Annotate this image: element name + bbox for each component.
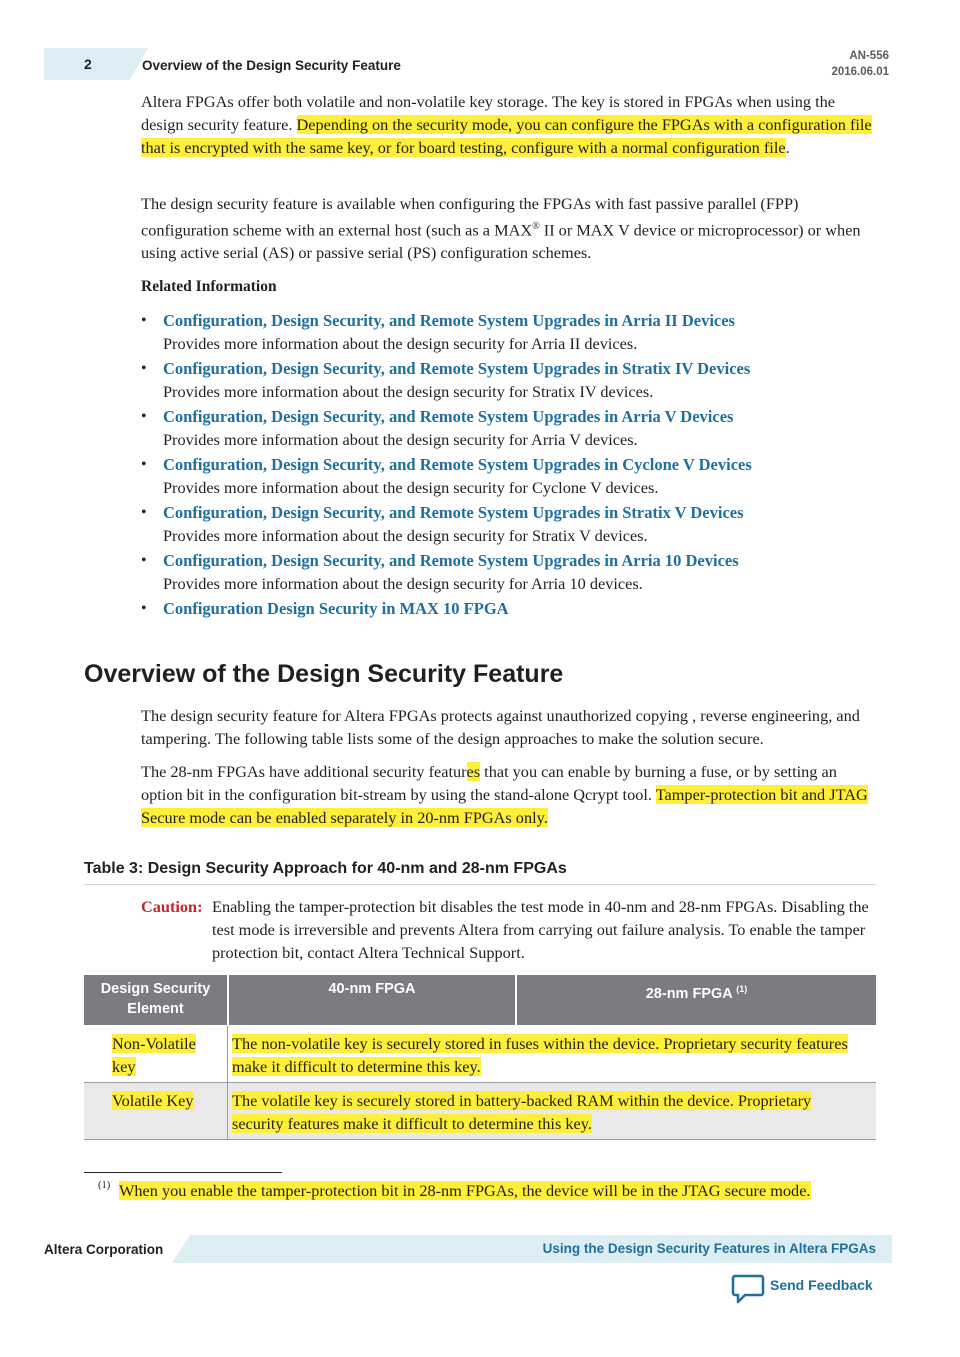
table-row	[84, 1026, 876, 1083]
footnote-text	[119, 1179, 811, 1202]
intro-p2-a: The design security feature is available when configuring the FPGAs with fast passive parallel (FPP) configuration scheme with an external host (such as a MAX	[141, 194, 799, 240]
send-feedback-link[interactable]: Send Feedback	[770, 1277, 873, 1293]
section-p2-hl-small: es	[466, 762, 481, 781]
caution-text: Enabling the tamper-protection bit disables the test mode in 40-nm and 28-nm FPGAs. Disabling the test mode is irreversible and prevents Altera from carrying out failure analysis. To enable the tamper protection bit, contact Altera Technical Support.	[212, 897, 869, 962]
section-p2-b: that you can enable by burning a fuse, or by setting an option bit in the configuration bit-stream by using the stand-alone Qcrypt tool.	[141, 762, 837, 804]
section-title: Overview of the Design Security Feature	[84, 660, 564, 688]
feedback-icon[interactable]	[731, 1273, 765, 1305]
column-separator	[227, 1083, 228, 1139]
page-number: 2	[84, 56, 92, 72]
section-p2-a: The 28-nm FPGAs have additional security featur	[141, 762, 467, 781]
intro-highlight: Depending on the security mode, you can configure the FPGAs with a configuration file that is encrypted with the same key, or for board testing, configure with a normal configuration file	[141, 114, 872, 157]
element-cell	[112, 1089, 222, 1112]
table-title: Table 3: Design Security Approach for 40-nm and 28-nm FPGAs	[84, 860, 567, 877]
doc-id	[831, 48, 889, 80]
table-title-rule	[84, 884, 876, 885]
element-text: Volatile Key	[112, 1091, 194, 1110]
related-link[interactable]: Configuration, Design Security, and Remote System Upgrades in Stratix V Devices	[163, 503, 744, 522]
footnote-mark: (1)	[98, 1180, 111, 1191]
footnote-rule	[84, 1172, 282, 1173]
header-text: 40-nm FPGA	[328, 981, 416, 997]
footer-doc-title[interactable]: Using the Design Security Features in Altera FPGAs	[542, 1241, 876, 1256]
bullet-icon: •	[141, 456, 147, 473]
related-desc: Provides more information about the design security for Stratix IV devices.	[163, 382, 654, 401]
doc-date: 2016.06.01	[831, 66, 889, 78]
element-cell	[112, 1032, 222, 1078]
header-title: Overview of the Design Security Feature	[142, 58, 401, 73]
footer-wedge	[172, 1235, 190, 1263]
bullet-icon: •	[141, 504, 147, 521]
related-desc: Provides more information about the design security for Stratix V devices.	[163, 526, 648, 545]
description-cell	[232, 1089, 862, 1135]
footnote-highlight: When you enable the tamper-protection bit in 28-nm FPGAs, the device will be in the JTAG secure mode.	[119, 1181, 811, 1200]
intro-end: .	[785, 137, 790, 157]
footer-company: Altera Corporation	[44, 1242, 164, 1257]
caution-label: Caution:	[141, 897, 203, 916]
description-text: The non-volatile key is securely stored in fuses within the device. Proprietary security features make it difficult to determine this key.	[232, 1034, 848, 1076]
intro-paragraph-2	[141, 193, 881, 265]
bullet-icon: •	[141, 552, 147, 569]
related-link[interactable]: Configuration, Design Security, and Remote System Upgrades in Stratix IV Devices	[163, 359, 751, 378]
doc-number: AN-556	[849, 50, 889, 62]
related-heading: Related Information	[141, 278, 277, 295]
table-row	[84, 1083, 876, 1140]
description-cell	[232, 1032, 862, 1078]
bullet-icon: •	[141, 600, 147, 617]
header-text: Design Security Element	[100, 981, 211, 1017]
related-desc: Provides more information about the design security for Arria II devices.	[163, 334, 638, 353]
related-link[interactable]: Configuration, Design Security, and Remote System Upgrades in Arria V Devices	[163, 407, 734, 426]
section-paragraph-1: The design security feature for Altera FPGAs protects against unauthorized copying , reverse engineering, and tampering. The following table lists some of the design approaches to make the solution secure.	[141, 706, 860, 748]
column-separator	[227, 1026, 228, 1082]
description-text: The volatile key is securely stored in battery-backed RAM within the device. Proprietary security features make it difficult to determine this key.	[232, 1091, 812, 1133]
header-text: 28-nm FPGA	[645, 985, 733, 1002]
table-header-element	[84, 975, 227, 1025]
related-link[interactable]: Configuration, Design Security, and Remote System Upgrades in Arria II Devices	[163, 311, 735, 330]
related-link[interactable]: Configuration, Design Security, and Remote System Upgrades in Arria 10 Devices	[163, 551, 739, 570]
intro-p2-b: II or MAX V device or microprocessor) or when using active serial (AS) or passive serial (PS) configuration schemes.	[141, 220, 861, 263]
intro-paragraph-1	[141, 91, 881, 159]
bullet-icon: •	[141, 360, 147, 377]
related-desc: Provides more information about the design security for Arria V devices.	[163, 430, 638, 449]
element-text: Non-Volatile key	[112, 1034, 196, 1076]
table-header-40nm	[229, 975, 515, 1025]
section-p2-highlight: Tamper-protection bit and JTAG Secure mode can be enabled separately in 20-nm FPGAs only.	[141, 784, 868, 827]
related-desc: Provides more information about the design security for Arria 10 devices.	[163, 574, 643, 593]
related-desc: Provides more information about the design security for Cyclone V devices.	[163, 478, 659, 497]
bullet-icon: •	[141, 408, 147, 425]
related-link[interactable]: Configuration Design Security in MAX 10 FPGA	[163, 599, 509, 618]
intro-text: Altera FPGAs offer both volatile and non-volatile key storage. The key is stored in FPGAs when using the design security feature.	[141, 92, 835, 134]
table-header-28nm	[517, 975, 876, 1025]
registered-mark: ®	[532, 220, 540, 232]
related-link[interactable]: Configuration, Design Security, and Remote System Upgrades in Cyclone V Devices	[163, 455, 752, 474]
section-paragraph-2	[141, 761, 881, 829]
bullet-icon: •	[141, 312, 147, 329]
header-footnote-ref[interactable]: (1)	[736, 984, 748, 994]
